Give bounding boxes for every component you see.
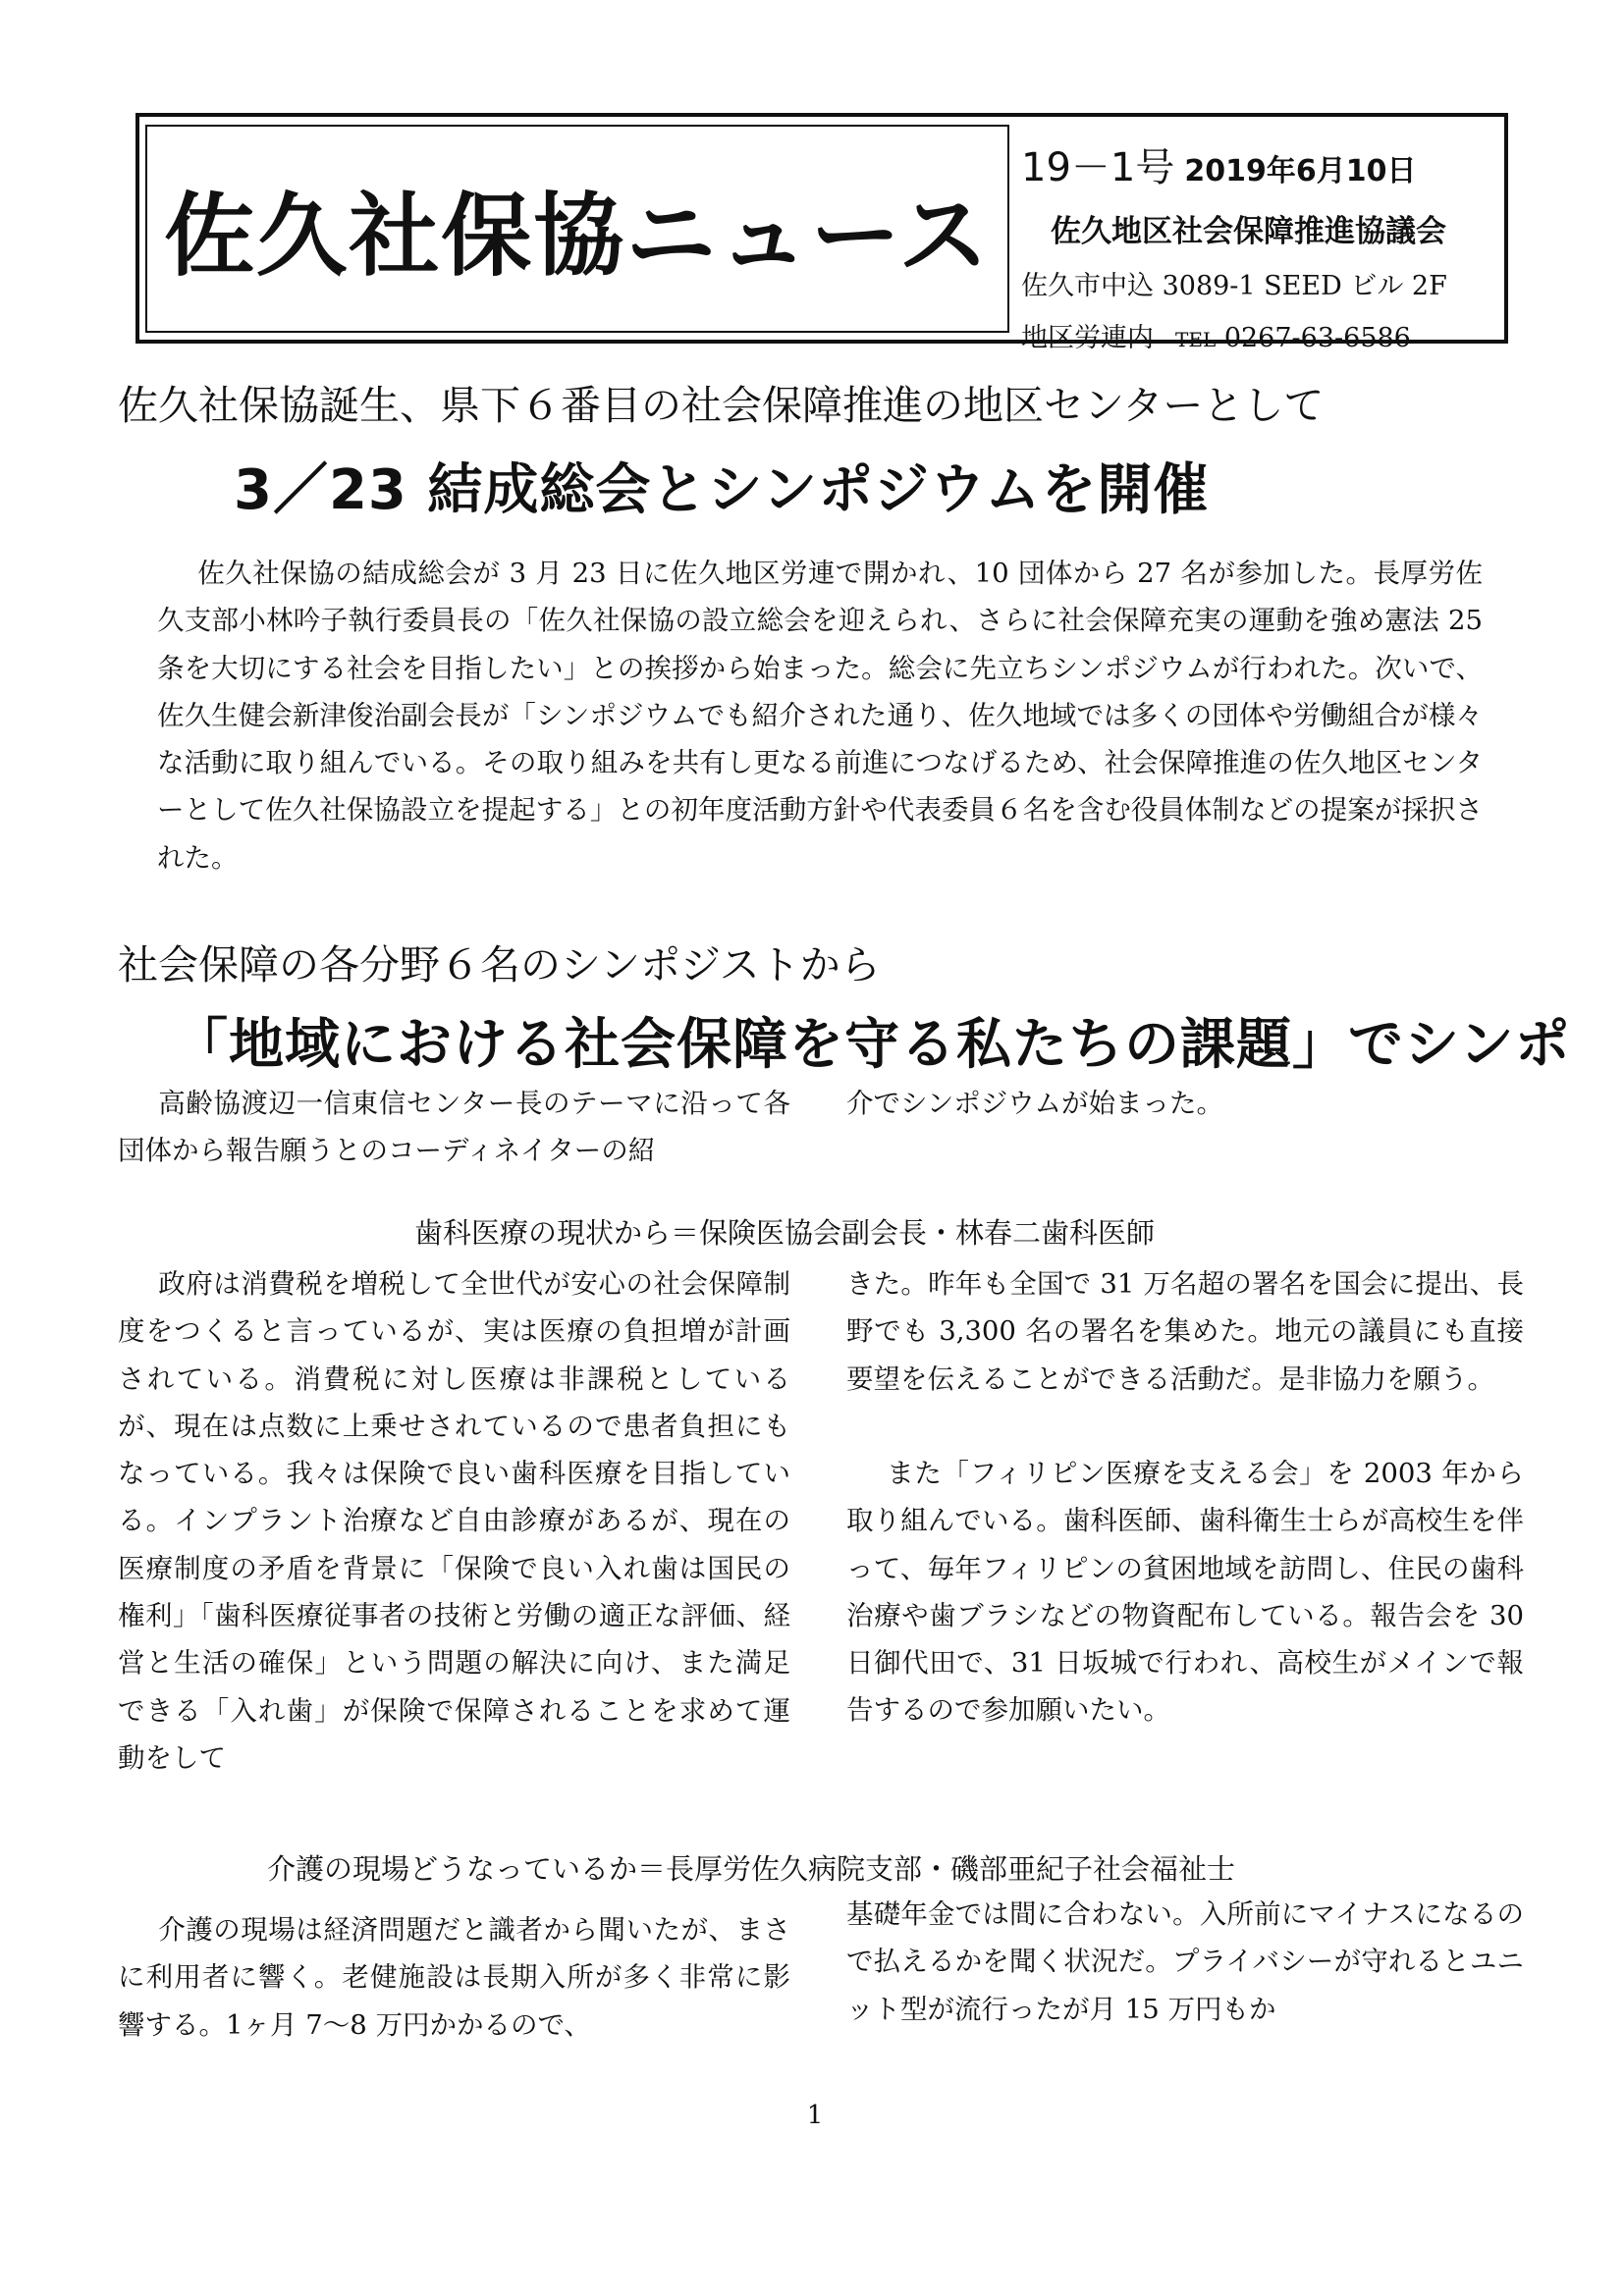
newsletter-title-box: [145, 125, 1009, 333]
article2-headline: 「地域における社会保障を守る私たちの課題」でシンポ: [173, 1013, 1571, 1077]
article1-headline: 3／23 結成総会とシンポジウムを開催: [234, 458, 1210, 522]
section-dental-right-p1: きた。昨年も全国で 31 万名超の署名を国会に提出、長野でも 3,300 名の署名を集めた。地元の議員にも直接要望を伝えることができる活動だ。是非協力を願う。: [846, 1268, 1524, 1395]
issue-date: 2019年6月10日: [1184, 154, 1417, 188]
section-dental-title: 歯科医療の現状から＝保険医協会副会長・林春二歯科医師: [414, 1216, 1156, 1250]
masthead-info: [1021, 127, 1502, 354]
organization-contact: [1021, 316, 1502, 354]
article1-body: 佐久社保協の結成総会が 3 月 23 日に佐久地区労連で開かれ、10 団体から 27 名が参加した。長厚労佐久支部小林吟子執行委員長の「佐久社保協の設立総会を迎えられ、さらに社会保障充実の運動を強め憲法 25 条を大切にする社会を目指したい」との挨拶から始まった。総会に先立ちシンポジウムが行われた。次いで、佐久生健会新津俊治副会長が「シンポジウムでも紹介された通り、佐久地域では多くの団体や労働組合が様々な活動に取り組んでいる。その取り組みを共有し更なる前進につなげるため、社会保障推進の佐久地区センターとして佐久社保協設立を提起する」との初年度活動方針や代表委員６名を含む役員体制などの提案が採択された。: [157, 558, 1483, 874]
organization-address: 佐久市中込 3089-1 SEED ビル 2F: [1021, 271, 1447, 301]
section-care-title: 介護の現場どうなっているか＝長厚労佐久病院支部・磯部亜紀子社会福祉士: [267, 1852, 1236, 1886]
masthead: [135, 113, 1508, 353]
office-name: 地区労連内: [1021, 323, 1154, 353]
section-care-right: 基礎年金では間に合わない。入所前にマイナスになるので払えるかを聞く状況だ。プライバシーが守れるとユニット型が流行ったが月 15 万円もか: [846, 1898, 1524, 2025]
article2-intro-right: 介でシンポジウムが始まった。: [846, 1088, 1224, 1119]
section-care-left: 介護の現場は経済問題だと識者から聞いたが、まさに利用者に響く。老健施設は長期入所が多く非常に影響する。1ヶ月 7～8 万円かかるので、: [118, 1914, 790, 2041]
article1-subheadline: 佐久社保協誕生、県下６番目の社会保障推進の地区センターとして: [118, 382, 1325, 429]
article2-intro-left: 高齢協渡辺一信東信センター長のテーマに沿って各団体から報告願うとのコーディネイターの紹: [118, 1088, 790, 1167]
issue-number: 19－1号: [1021, 145, 1175, 190]
newsletter-title: 佐久社保協ニュース: [164, 184, 991, 289]
section-dental-right-p2: また「フィリピン医療を支える会」を 2003 年から取り組んでいる。歯科医師、歯科衛生士らが高校生を伴って、毎年フィリピンの貧困地域を訪問し、住民の歯科治療や歯ブラシなどの物資配布している。報告会を 30 日御代田で、31 日坂城で行われ、高校生がメインで報告するので参加願いたい。: [846, 1458, 1524, 1727]
tel-label: TEL: [1175, 328, 1217, 351]
organization-name: 佐久地区社会保障推進協議会: [1051, 214, 1446, 249]
section-dental-left: 政府は消費税を増税して全世代が安心の社会保障制度をつくると言っているが、実は医療の負担増が計画されている。消費税に対し医療は非課税としているが、現在は点数に上乗せされているので患者負担にもなっている。我々は保険で良い歯科医療を目指している。インプラント治療など自由診療があるが、現在の医療制度の矛盾を背景に「保険で良い入れ歯は国民の権利」「歯科医療従事者の技術と労働の適正な評価、経営と生活の確保」という問題の解決に向け、また満足できる「入れ歯」が保険で保障されることを求めて運動をして: [118, 1268, 790, 1774]
issue-line: [1021, 136, 1502, 192]
page-number: 1: [806, 2101, 824, 2130]
article2-subheadline: 社会保障の各分野６名のシンポジストから: [118, 941, 881, 988]
tel-number: 0267-63-6586: [1223, 323, 1411, 353]
